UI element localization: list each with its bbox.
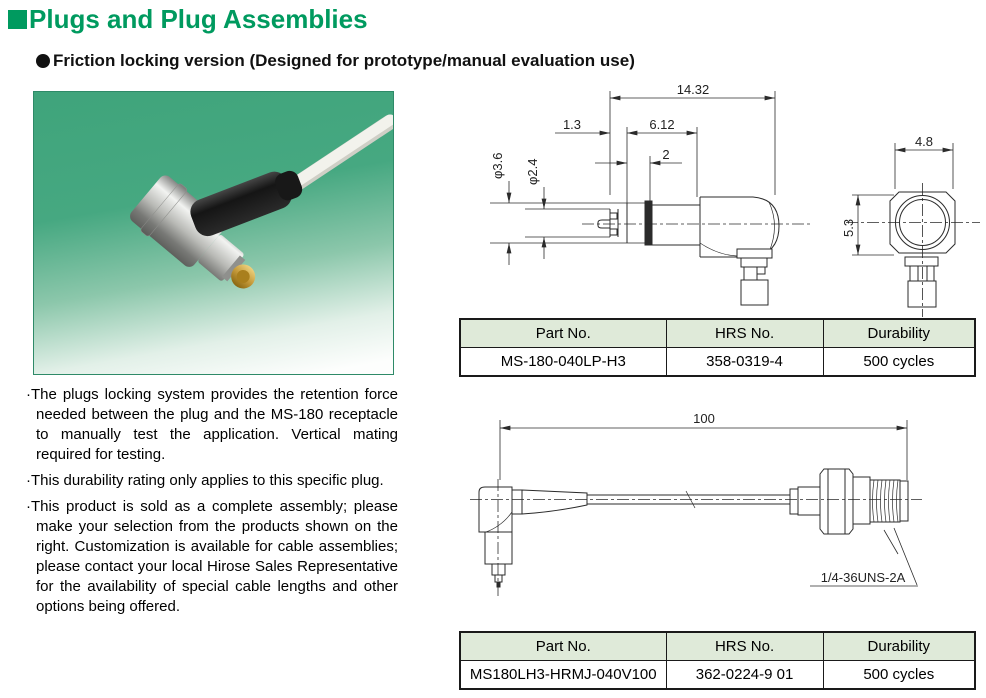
dim-step: 2 xyxy=(662,147,670,162)
product-photo xyxy=(33,91,394,375)
page-header xyxy=(8,4,368,35)
dim-front-width: 4.8 xyxy=(914,134,934,149)
part-no-value: MS-180-040LP-H3 xyxy=(460,348,666,377)
note-locking-system: ·The plugs locking system provides the retention force needed between the plug and the MS-180 receptacle to manually test the application. Vertical mating required for testing. xyxy=(26,386,398,463)
dim-outer-diameter: φ3.6 xyxy=(490,152,505,179)
plug-dimension-drawing xyxy=(450,85,986,323)
section-subtitle: Friction locking version (Designed for prototype/manual evaluation use) xyxy=(53,51,635,70)
col-durability: Durability xyxy=(823,632,975,661)
dim-interface-length: 6.12 xyxy=(649,117,675,132)
thread-spec-label: 1/4-36UNS-2A xyxy=(820,570,906,585)
dim-tip-offset: 1.3 xyxy=(562,117,582,132)
part-no-value: MS180LH3-HRMJ-040V100 xyxy=(460,661,666,690)
hrs-no-value: 362-0224-9 01 xyxy=(666,661,823,690)
black-boot xyxy=(187,164,307,240)
hrs-no-value: 358-0319-4 xyxy=(666,348,823,377)
side-view-outline xyxy=(490,197,810,305)
table-header-row xyxy=(460,632,975,661)
table-row xyxy=(460,348,975,377)
green-square-icon xyxy=(8,10,27,29)
col-hrs-no: HRS No. xyxy=(666,632,823,661)
durability-value: 500 cycles xyxy=(823,348,975,377)
table-row xyxy=(460,661,975,690)
side-view-dimensions xyxy=(490,85,775,265)
dim-inner-diameter: φ2.4 xyxy=(525,158,540,185)
product-notes xyxy=(26,385,398,623)
section-header xyxy=(36,51,635,71)
cable-assembly-drawing xyxy=(450,402,986,604)
plug-spec-table xyxy=(459,318,976,377)
cable-white xyxy=(286,120,390,191)
col-part-no: Part No. xyxy=(460,319,666,348)
dim-cable-length: 100 xyxy=(693,411,715,426)
table-header-row xyxy=(460,319,975,348)
col-durability: Durability xyxy=(823,319,975,348)
bullet-circle-icon xyxy=(36,54,50,68)
plug-photo-illustration xyxy=(34,92,393,374)
front-view-outline xyxy=(846,183,980,317)
note-durability: ·This durability rating only applies to this specific plug. xyxy=(26,472,384,489)
dim-front-height: 5.3 xyxy=(841,218,856,237)
col-part-no: Part No. xyxy=(460,632,666,661)
assembly-spec-table xyxy=(459,631,976,690)
col-hrs-no: HRS No. xyxy=(666,319,823,348)
durability-value: 500 cycles xyxy=(823,661,975,690)
dim-overall-length: 14.32 xyxy=(676,85,710,97)
note-complete-assembly: ·This product is sold as a complete assembly; please make your selection from the products shown on the right. Customization is available for cable assemblies; please contact your local Hirose Sales Representative for the availability of special cable lengths and other options being offered. xyxy=(26,498,398,615)
page-title: Plugs and Plug Assemblies xyxy=(29,4,368,34)
